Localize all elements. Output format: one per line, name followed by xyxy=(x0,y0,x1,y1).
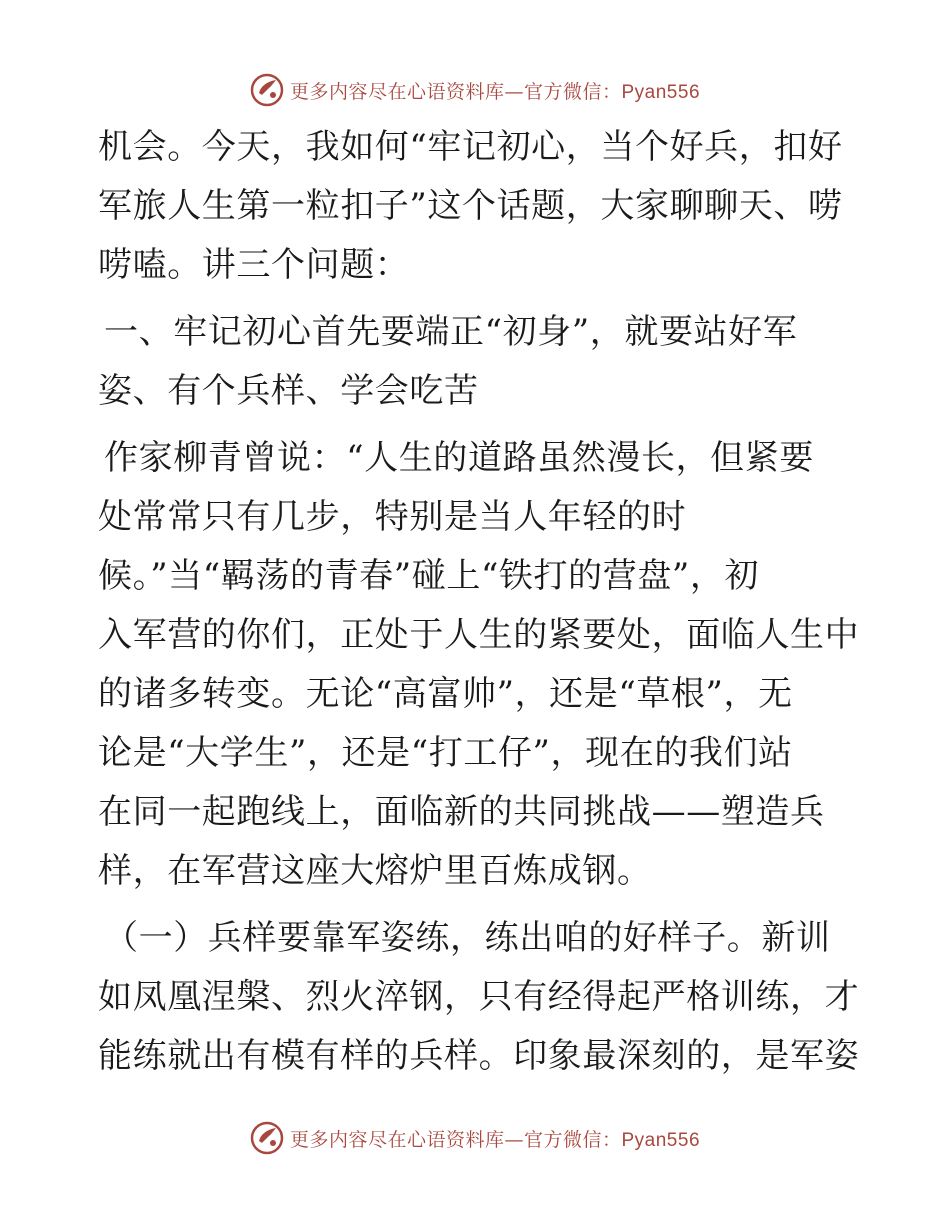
text-line: 如凤凰涅槃、烈火淬钢，只有经得起严格训练，才 xyxy=(98,977,860,1017)
text-line: 能练就出有模有样的兵样。印象最深刻的，是军姿 xyxy=(98,1036,860,1076)
text-line: 的诸多转变。无论“高富帅”，还是“草根”，无 xyxy=(98,674,793,714)
text-line: 处常常只有几步，特别是当人年轻的时 xyxy=(98,497,687,537)
document-body xyxy=(98,118,858,1086)
header-wechat-id: Pyan556 xyxy=(621,81,701,103)
paragraph-liuqing xyxy=(98,429,858,901)
header-banner xyxy=(0,70,950,110)
quill-heart-logo-icon xyxy=(250,73,284,107)
footer-banner xyxy=(0,1118,950,1158)
text-line: 入军营的你们，正处于人生的紧要处，面临人生中 xyxy=(98,615,860,655)
header-banner-label: 更多内容尽在心语资料库—官方微信： xyxy=(289,80,622,103)
heading-line: 姿、有个兵样、学会吃苦 xyxy=(98,371,479,411)
text-line: 候。”当“羁荡的青春”碰上“铁打的营盘”，初 xyxy=(98,556,760,596)
paragraph-intro xyxy=(98,118,858,295)
text-line: （一）兵样要靠军姿练，练出咱的好样子。新训 xyxy=(104,918,831,958)
text-line: 唠嗑。讲三个问题： xyxy=(98,245,410,285)
text-line: 机会。今天，我如何“牢记初心，当个好兵，扣好 xyxy=(98,127,843,167)
text-line: 军旅人生第一粒扣子”这个话题，大家聊聊天、唠 xyxy=(98,186,843,226)
section-heading-1 xyxy=(98,303,858,421)
footer-banner-text xyxy=(290,1125,700,1152)
header-banner-text xyxy=(290,77,700,104)
footer-wechat-id: Pyan556 xyxy=(621,1129,701,1151)
footer-banner-label: 更多内容尽在心语资料库—官方微信： xyxy=(289,1128,622,1151)
quill-heart-logo-icon xyxy=(250,1121,284,1155)
text-line: 作家柳青曾说：“人生的道路虽然漫长，但紧要 xyxy=(104,438,814,478)
heading-line: 一、牢记初心首先要端正“初身”，就要站好军 xyxy=(104,312,798,352)
text-line: 在同一起跑线上，面临新的共同挑战——塑造兵 xyxy=(98,792,825,832)
paragraph-subsection-1 xyxy=(98,909,858,1086)
text-line: 论是“大学生”，还是“打工仔”，现在的我们站 xyxy=(98,733,793,773)
text-line: 样，在军营这座大熔炉里百炼成钢。 xyxy=(98,851,652,891)
